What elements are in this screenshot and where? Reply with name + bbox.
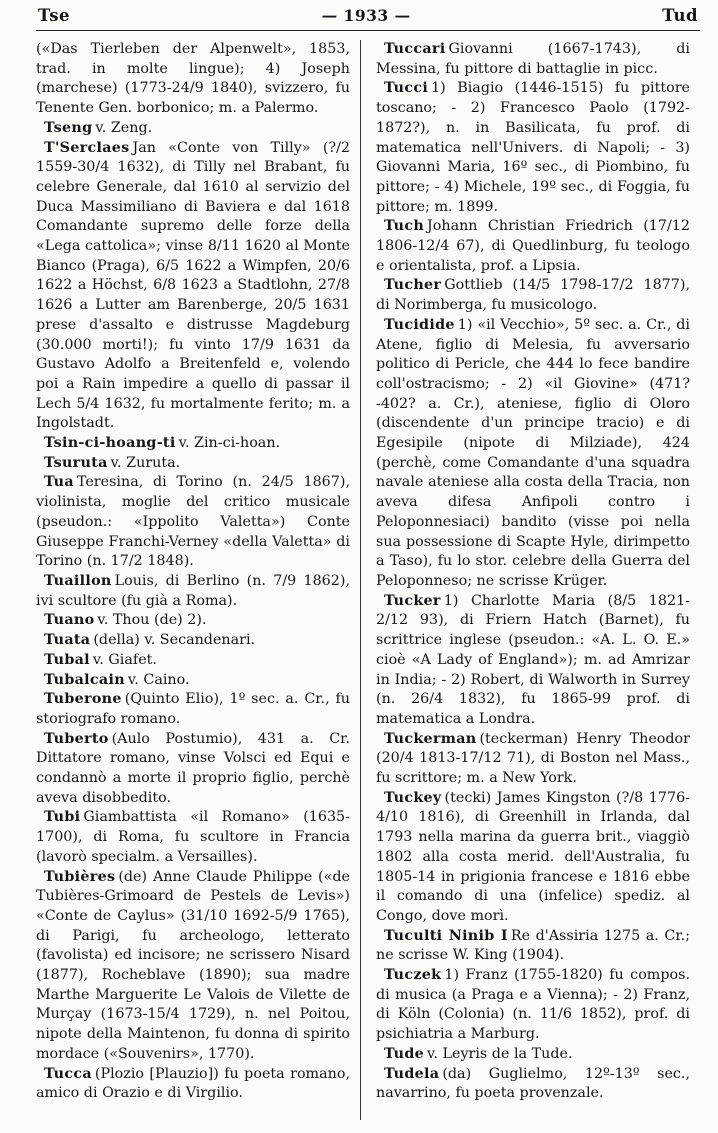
header-right-word: Tud: [662, 5, 698, 25]
entry-headword: Tua: [44, 474, 74, 491]
entry-text: (Quinto Elio), 1º sec. a. Cr., fu storiografo romano.: [36, 691, 350, 727]
dictionary-entry: [36, 434, 350, 454]
entry-headword: Tuaillon: [44, 572, 112, 589]
entry-text: (teckerman) Henry Theodor (20/4 1813-17/12 71), di Boston nel Mass., fu scrittore; m. a New York.: [376, 730, 690, 787]
right-column: [376, 40, 690, 1104]
entry-text: v. Zuruta.: [110, 454, 181, 471]
entry-text: Louis, di Berlino (n. 7/9 1862), ivi scultore (fu già a Roma).: [36, 572, 350, 609]
dictionary-entry: [36, 119, 350, 139]
column-separator: [360, 40, 361, 1120]
dictionary-entry: [36, 139, 350, 435]
dictionary-entry: [36, 454, 350, 474]
entry-headword: Tubal: [44, 651, 90, 668]
entry-headword: Tuculti Ninib I: [384, 927, 508, 944]
entry-headword: Tuata: [44, 632, 91, 649]
entry-headword: Tucker: [384, 592, 441, 609]
entry-headword: Tuch: [384, 218, 425, 235]
entry-headword: Tubalcain: [44, 671, 125, 688]
entry-headword: Tubières: [44, 868, 116, 885]
entry-text: («Das Tierleben der Alpenwelt», 1853, trad. in molte lingue); 4) Joseph (marchese) (1773-24/9 1840), svizzero, fu Tenente Gen. borbonico; m. a Palermo.: [36, 41, 350, 117]
dictionary-entry: [36, 611, 350, 631]
dictionary-entry: [36, 572, 350, 611]
dictionary-entry: [376, 316, 690, 592]
entry-headword: Tuccari: [384, 41, 446, 57]
entry-text: 1) Franz (1755-1820) fu compos. di musica (a Praga e a Vienna); - 2) Franz, di Köln (Colonia) (n. 11/6 1852), prof. di psichiatria a Marburg.: [376, 967, 690, 1043]
dictionary-entry: [36, 631, 350, 651]
entry-text: Giambattista «il Romano» (1635-1700), di Roma, fu scultore in Francia (lavorò specialm. a Versailles).: [36, 809, 350, 865]
entry-headword: Tuczek: [384, 967, 442, 984]
entry-headword: Tubi: [44, 809, 81, 826]
entry-headword: Tsin-ci-hoang-ti: [44, 435, 176, 452]
dictionary-entry: [36, 671, 350, 691]
dictionary-entry: [36, 1065, 350, 1104]
entry-text: v. Thou (de) 2).: [97, 612, 207, 629]
entry-text: Giovanni (1667-1743), di Messina, fu pittore di battaglie in picc.: [376, 41, 690, 77]
dictionary-entry: [376, 966, 690, 1045]
entry-text: Johann Christian Friedrich (17/12 1806-12/4 67), di Quedlinburg, fu teologo e orientalista, prof. a Lipsia.: [376, 218, 690, 274]
dictionary-entry: [36, 40, 350, 119]
entry-text: (Aulo Postumio), 431 a. Cr. Dittatore romano, vinse Volsci ed Equi e condannò a morte il proprio figlio, perchè aveva disobbedito.: [36, 730, 350, 806]
entry-headword: Tudela: [384, 1065, 440, 1082]
entry-headword: Tuckerman: [384, 730, 477, 747]
entry-headword: Tucher: [384, 277, 442, 294]
entry-headword: Tseng: [44, 119, 93, 136]
dictionary-entry: [36, 473, 350, 572]
entry-text: (della) v. Secandenari.: [93, 632, 256, 649]
entry-text: Teresina, di Torino (n. 24/5 1867), violinista, moglie del critico musicale (pseudon.: «Ippolito Valetta») Conte Giuseppe Franchi-Verney «della Valetta» di Torino (n. 17/2 1848).: [36, 474, 350, 570]
entry-text: v. Giafet.: [92, 651, 157, 668]
entry-headword: Tucidide: [384, 316, 455, 333]
entry-text: Jan «Conte von Tilly» (?/2 1559-30/4 1632), di Tilly nel Brabant, fu celebre Generale, dal 1610 al servizio del Duca Massimiliano di Baviera e dal 1618 Comandante supremo delle forze della «Lega cattolica»; vinse 8/11 1620 al Monte Bianco (Praga), 6/5 1622 a Wimpfen, 20/6 1622 a Höchst, 6/8 1623 a Stadtlohn, 27/8 1626 a Lutter am Barenberge, 20/5 1631 prese d'assalto e distrusse Magdeburg (30.000 morti!); fu vinto 17/9 1631 da Gustavo Adolfo a Breitenfeld e, volendo poi a Rain impedire a quello di passar il Lech 5/4 1632, fu mortalmente ferito; m. a Ingolstadt.: [36, 139, 350, 432]
entry-headword: T'Serclaes: [44, 139, 130, 156]
entry-headword: Tuckey: [384, 789, 442, 806]
dictionary-entry: [36, 651, 350, 671]
entry-text: Gottlieb (14/5 1798-17/2 1877), di Norimberga, fu musicologo.: [376, 277, 690, 314]
header-rule: [36, 30, 700, 31]
page-number: — 1933 —: [321, 5, 411, 25]
dictionary-entry: [36, 690, 350, 729]
dictionary-entry: [376, 79, 690, 217]
entry-text: v. Leyris de la Tude.: [427, 1045, 573, 1062]
header-left-word: Tse: [38, 5, 71, 25]
entry-text: v. Zin-ci-hoan.: [178, 435, 281, 452]
entry-text: (da) Guglielmo, 12º-13º sec., navarrino, fu poeta provenzale.: [376, 1065, 690, 1102]
dictionary-entry: [376, 1065, 690, 1104]
dictionary-entry: [376, 217, 690, 276]
entry-headword: Tuberone: [44, 691, 122, 708]
page-header: [38, 4, 698, 26]
entry-text: (Plozio [Plauzio]) fu poeta romano, amico di Orazio e di Virgilio.: [36, 1065, 350, 1102]
dictionary-entry: [376, 1045, 690, 1065]
entry-headword: Tuano: [44, 612, 95, 629]
entry-text: v. Caino.: [127, 671, 190, 688]
entry-headword: Tucci: [384, 80, 429, 97]
entry-text: 1) «il Vecchio», 5º sec. a. Cr., di Atene, figlio di Melesia, fu avversario politico di Pericle, che 444 lo fece bandire coll'ostracismo; - 2) «il Giovine» (471?-402? a. Cr.), ateniese, figlio di Oloro (discendente d'un principe tracio) e di Egesipile (nipote di Milziade), 424 (perchè, come Comandante d'una squadra navale ateniese alla costa della Tracia, non aveva difesa Anfipoli contro i Peloponnesiaci) bandito (visse poi nella sua possessione di Scapte Hyle, dirimpetto a Taso), fu lo stor. celebre della Guerra del Peloponneso; ne scrisse Krüger.: [376, 316, 690, 589]
dictionary-entry: [36, 868, 350, 1065]
entry-headword: Tucca: [44, 1065, 92, 1082]
entry-text: (de) Anne Claude Philippe («de Tubières-Grimoard de Pestels de Levis») «Conte de Caylus» (31/10 1692-5/9 1765), di Parigi, fu archeologo, letterato (favolista) ed incisore; ne scrissero Nisard (1877), Rocheblave (1890); sua madre Marthe Marguerite Le Valois de Vilette de Murçay (1673-15/4 1729), n. nel Poitou, nipote della Maintenon, fu donna di spirito mordace («Souvenirs», 1770).: [36, 868, 350, 1062]
entry-text: Re d'Assiria 1275 a. Cr.; ne scrisse W. King (1904).: [376, 927, 690, 964]
dictionary-entry: [376, 40, 690, 79]
entry-headword: Tude: [384, 1045, 425, 1062]
dictionary-entry: [376, 789, 690, 927]
entry-text: v. Zeng.: [95, 119, 153, 136]
dictionary-entry: [376, 592, 690, 730]
entry-headword: Tuberto: [44, 730, 109, 747]
dictionary-entry: [376, 276, 690, 315]
entry-headword: Tsuruta: [44, 454, 108, 471]
dictionary-entry: [376, 730, 690, 789]
entry-text: (tecki) James Kingston (?/8 1776-4/10 1816), di Greenhill in Irlanda, dal 1793 nella marina da guerra brit., viaggiò 1802 alla costa merid. dell'Australia, fu 1805-14 in prigionia francese e 1816 ebbe il comando di una (infelice) spediz. al Congo, dove morì.: [376, 789, 690, 924]
dictionary-entry: [36, 808, 350, 867]
entry-text: 1) Biagio (1446-1515) fu pittore toscano; - 2) Francesco Paolo (1792-1872?), n. in Basilicata, fu prof. di matematica nell'Univers. di Napoli; - 3) Giovanni Maria, 16º sec., di Piombino, fu pittore; - 4) Michele, 19º sec., di Foggia, fu pittore; m. 1899.: [376, 80, 690, 215]
entry-text: 1) Charlotte Maria (8/5 1821-2/12 93), di Friern Hatch (Barnet), fu scrittrice inglese (pseudon.: «A. L. O. E.» cioè «A Lady of England»); m. ad Amrizar in India; - 2) Robert, di Walworth in Surrey (n. 26/4 1832), fu 1865-99 prof. di matematica a Londra.: [376, 592, 690, 727]
dictionary-entry: [36, 730, 350, 809]
left-column: [36, 40, 350, 1104]
dictionary-entry: [376, 927, 690, 966]
